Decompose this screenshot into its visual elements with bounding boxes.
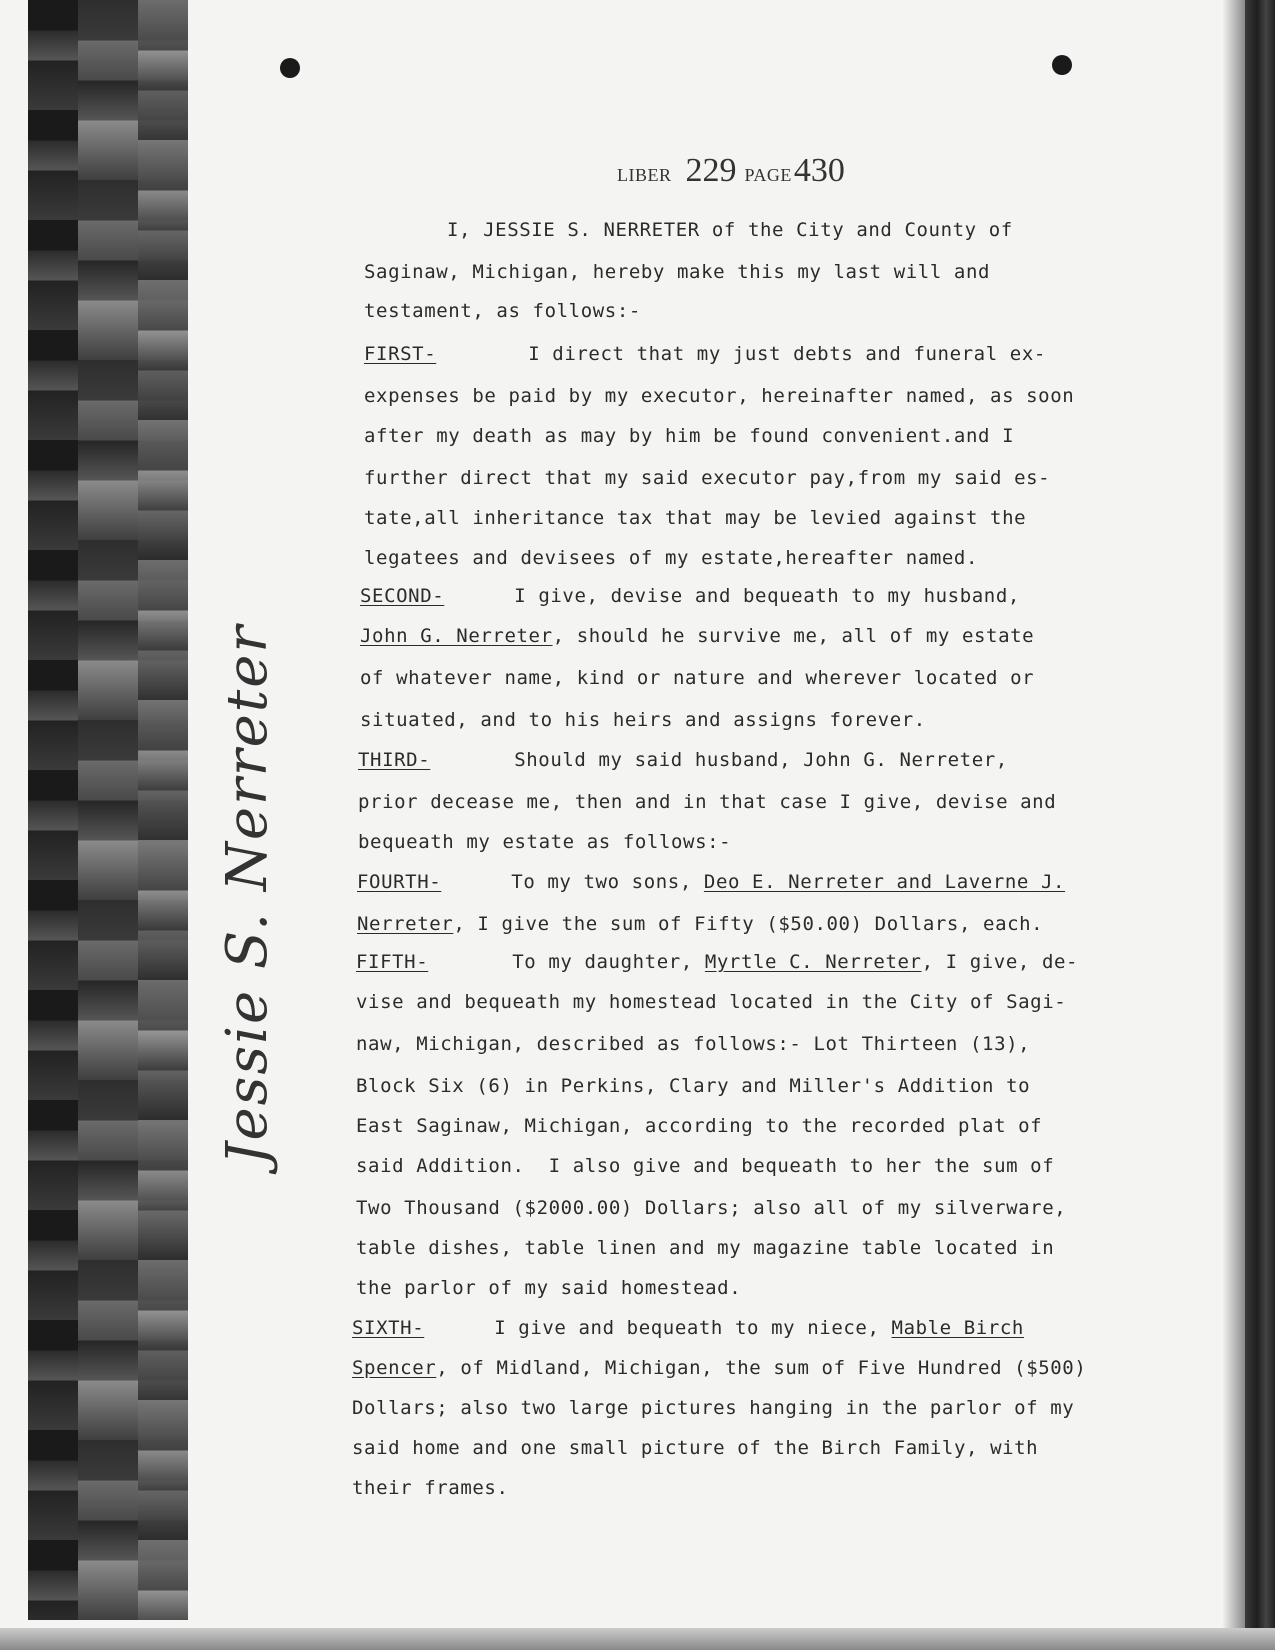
page-edge-right-light <box>1223 0 1245 1650</box>
clause-text: Should my said husband, John G. Nerreter, <box>514 749 1008 771</box>
text-line: East Saginaw, Michigan, according to the recorded plat of <box>356 1115 1043 1137</box>
name-underlined: Spencer <box>352 1357 437 1379</box>
text-line: of whatever name, kind or nature and wherever located or <box>360 667 1035 689</box>
text-line <box>360 624 1034 648</box>
text-line: naw, Michigan, described as follows:- Lot Thirteen (13), <box>356 1033 1031 1055</box>
text-line: Two Thousand ($2000.00) Dollars; also all of my silverware, <box>356 1197 1067 1219</box>
clause-fourth <box>357 870 1065 894</box>
text-line: after my death as may by him be found convenient.and I <box>364 425 1015 447</box>
text-line: vise and bequeath my homestead located in the City of Sagi- <box>356 991 1067 1013</box>
clause-label: FIRST- <box>364 343 437 365</box>
clause-text: To my two sons, <box>511 871 704 893</box>
page-edge-right <box>1245 0 1275 1650</box>
text-line: tate,all inheritance tax that may be levied against the <box>364 507 1027 529</box>
text-line: expenses be paid by my executor, hereinafter named, as soon <box>364 385 1075 407</box>
name-underlined: John G. Nerreter <box>360 625 553 647</box>
page-edge-bottom <box>0 1628 1275 1650</box>
punch-hole-right <box>1052 55 1072 75</box>
binding-strip <box>28 0 188 1620</box>
clause-label: SIXTH- <box>352 1317 425 1339</box>
clause-third <box>358 748 1008 772</box>
handwritten-signature: Jessie S. Nerreter <box>215 623 280 1165</box>
name-underlined: Myrtle C. Nerreter <box>704 951 922 973</box>
text-line: further direct that my said executor pay,from my said es- <box>364 467 1051 489</box>
text-line <box>357 912 1043 936</box>
liber-label: LIBER <box>617 165 672 185</box>
text-line <box>352 1356 1086 1380</box>
page-number: 430 <box>793 152 845 189</box>
text-line: Block Six (6) in Perkins, Clary and Miller's Addition to <box>356 1075 1031 1097</box>
text-span: , should he survive me, all of my estate <box>552 625 1035 647</box>
liber-number: 229 <box>685 152 737 189</box>
text-span: , I give the sum of Fifty ($50.00) Dollars, each. <box>453 913 1044 935</box>
clause-text: I direct that my just debts and funeral ex- <box>528 343 1046 365</box>
clause-label: THIRD- <box>358 749 431 771</box>
text-line: said Addition. I also give and bequeath to her the sum of <box>356 1155 1055 1177</box>
liber-page-header <box>617 152 845 196</box>
text-span: , of Midland, Michigan, the sum of Five Hundred ($500) <box>436 1357 1087 1379</box>
clause-text: I give, devise and bequeath to my husband, <box>514 585 1020 607</box>
text-line: Dollars; also two large pictures hanging in the parlor of my <box>352 1397 1075 1419</box>
text-line: I, JESSIE S. NERRETER of the City and County of <box>447 219 1013 241</box>
text-line: situated, and to his heirs and assigns forever. <box>360 709 926 731</box>
text-line: said home and one small picture of the Birch Family, with <box>352 1437 1039 1459</box>
clause-text: To my daughter, <box>512 951 705 973</box>
name-underlined: Nerreter <box>357 913 454 935</box>
text-line: bequeath my estate as follows:- <box>358 831 732 853</box>
clause-fifth <box>356 950 1078 974</box>
clause-text: I give and bequeath to my niece, <box>494 1317 892 1339</box>
text-line: the parlor of my said homestead. <box>356 1277 742 1299</box>
clause-sixth <box>352 1316 1024 1340</box>
clause-label: FIFTH- <box>356 951 429 973</box>
clause-label: FOURTH- <box>357 871 442 893</box>
clause-label: SECOND- <box>360 585 445 607</box>
clause-first <box>364 342 1046 366</box>
text-line: table dishes, table linen and my magazine table located in <box>356 1237 1055 1259</box>
text-line: prior decease me, then and in that case I give, devise and <box>358 791 1057 813</box>
clause-second <box>360 584 1020 608</box>
name-underlined: Mable Birch <box>891 1317 1024 1339</box>
text-line: Saginaw, Michigan, hereby make this my last will and <box>364 261 991 283</box>
punch-hole-left <box>280 58 300 78</box>
text-line: their frames. <box>352 1477 509 1499</box>
page-label: PAGE <box>744 165 792 185</box>
text-span: , I give, de- <box>921 951 1079 973</box>
text-line: legatees and devisees of my estate,hereafter named. <box>364 547 978 569</box>
text-line: testament, as follows:- <box>364 300 641 322</box>
names-underlined: Deo E. Nerreter and Laverne J. <box>703 871 1066 893</box>
